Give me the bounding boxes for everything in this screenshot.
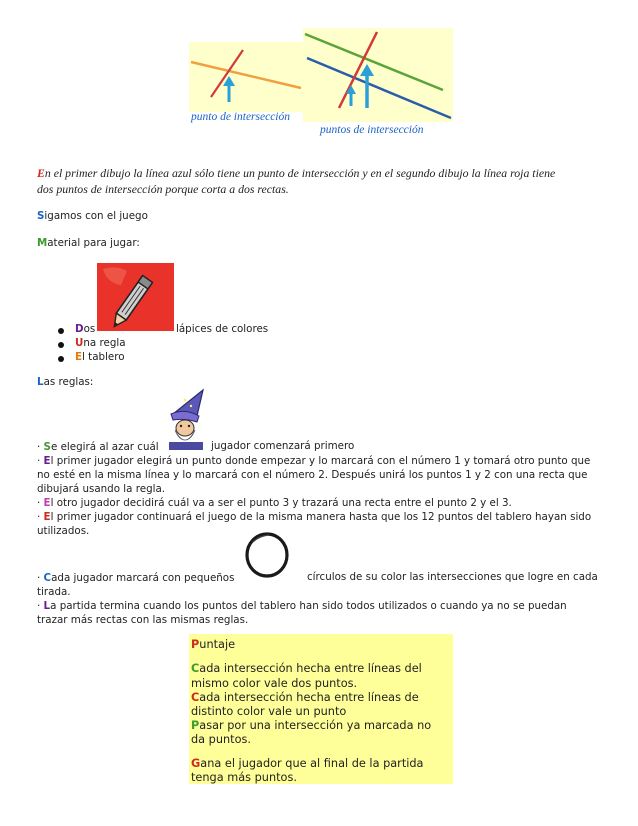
rule-2-line-1: · El primer jugador elegirá un punto donde empezar y lo marcará con el número 1 y tomará otro punto que [37, 455, 591, 467]
scoring-rule-4-line-2: tenga más puntos. [191, 771, 297, 784]
intersection-figure-two [303, 28, 453, 122]
scoring-rule-3-line-2: da puntos. [191, 733, 251, 746]
rule-5-line-2: tirada. [37, 586, 71, 598]
scoring-box [189, 634, 453, 784]
rules-heading: Las reglas: [37, 376, 94, 388]
circle-icon [239, 528, 295, 582]
bullet [58, 328, 64, 334]
scoring-rule-2-line-1: Cada intersección hecha entre líneas de [191, 691, 419, 704]
rule-6-line-2: trazar más rectas con las mismas reglas. [37, 614, 249, 626]
intro-line-1: En el primer dibujo la línea azul sólo tiene un punto de intersección y en el segundo dibujo la línea roja tiene [37, 166, 556, 180]
pencil-icon [97, 263, 174, 331]
scoring-rule-1-line-1: Cada intersección hecha entre líneas del [191, 662, 422, 675]
material-item-ruler: Una regla [75, 337, 126, 349]
rule-5-line-1: · Cada jugador marcará con pequeños [37, 572, 235, 584]
material-item-board: El tablero [75, 351, 125, 363]
bullet [58, 342, 64, 348]
material-heading: Material para jugar: [37, 237, 140, 249]
rule-6-line-1: · La partida termina cuando los puntos del tablero han sido todos utilizados o cuando ya no se puedan [37, 600, 567, 612]
scoring-rule-3-line-1: Pasar por una intersección ya marcada no [191, 719, 432, 732]
figure-two-caption: puntos de intersección [320, 124, 424, 136]
rule-3-line-1: · El otro jugador decidirá cuál va a ser el punto 3 y trazará una recta entre el punto 2 y el 3. [37, 497, 512, 509]
figure-one-caption: punto de intersección [191, 111, 291, 123]
rule-2-line-3: dibujará usando la regla. [37, 483, 166, 495]
intersection-figure-one [189, 42, 303, 112]
scoring-rule-1-line-2: mismo color vale dos puntos. [191, 677, 358, 690]
scoring-rule-4-line-1: Gana el jugador que al final de la partida [191, 757, 424, 770]
material-item-pencils-desc: lápices de colores [176, 323, 269, 335]
rule-1: · Se elegirá al azar cuál [37, 441, 159, 453]
intro-line-2: dos puntos de intersección porque corta a dos rectas. [37, 182, 289, 196]
scoring-rule-2-line-2: distinto color vale un punto [191, 705, 347, 718]
rule-1-continued: jugador comenzará primero [211, 440, 355, 452]
material-item-pencils: Dos [75, 323, 96, 335]
figure-one-panel [189, 42, 303, 112]
rule-4-line-2: utilizados. [37, 525, 90, 537]
rule-4-line-1: · El primer jugador continuará el juego de la misma manera hasta que los 12 puntos del tablero hayan sido [37, 511, 592, 523]
rule-5-continued: círculos de su color las intersecciones que logre en cada [307, 571, 598, 583]
bullet [58, 356, 64, 362]
continue-heading: Sigamos con el juego [37, 210, 148, 222]
rule-2-line-2: no esté en la misma línea y lo marcará con el número 2. Después unirá los puntos 1 y 2 con una recta que [37, 469, 588, 481]
scoring-title: Puntaje [191, 638, 236, 651]
wizard-icon [163, 388, 209, 450]
